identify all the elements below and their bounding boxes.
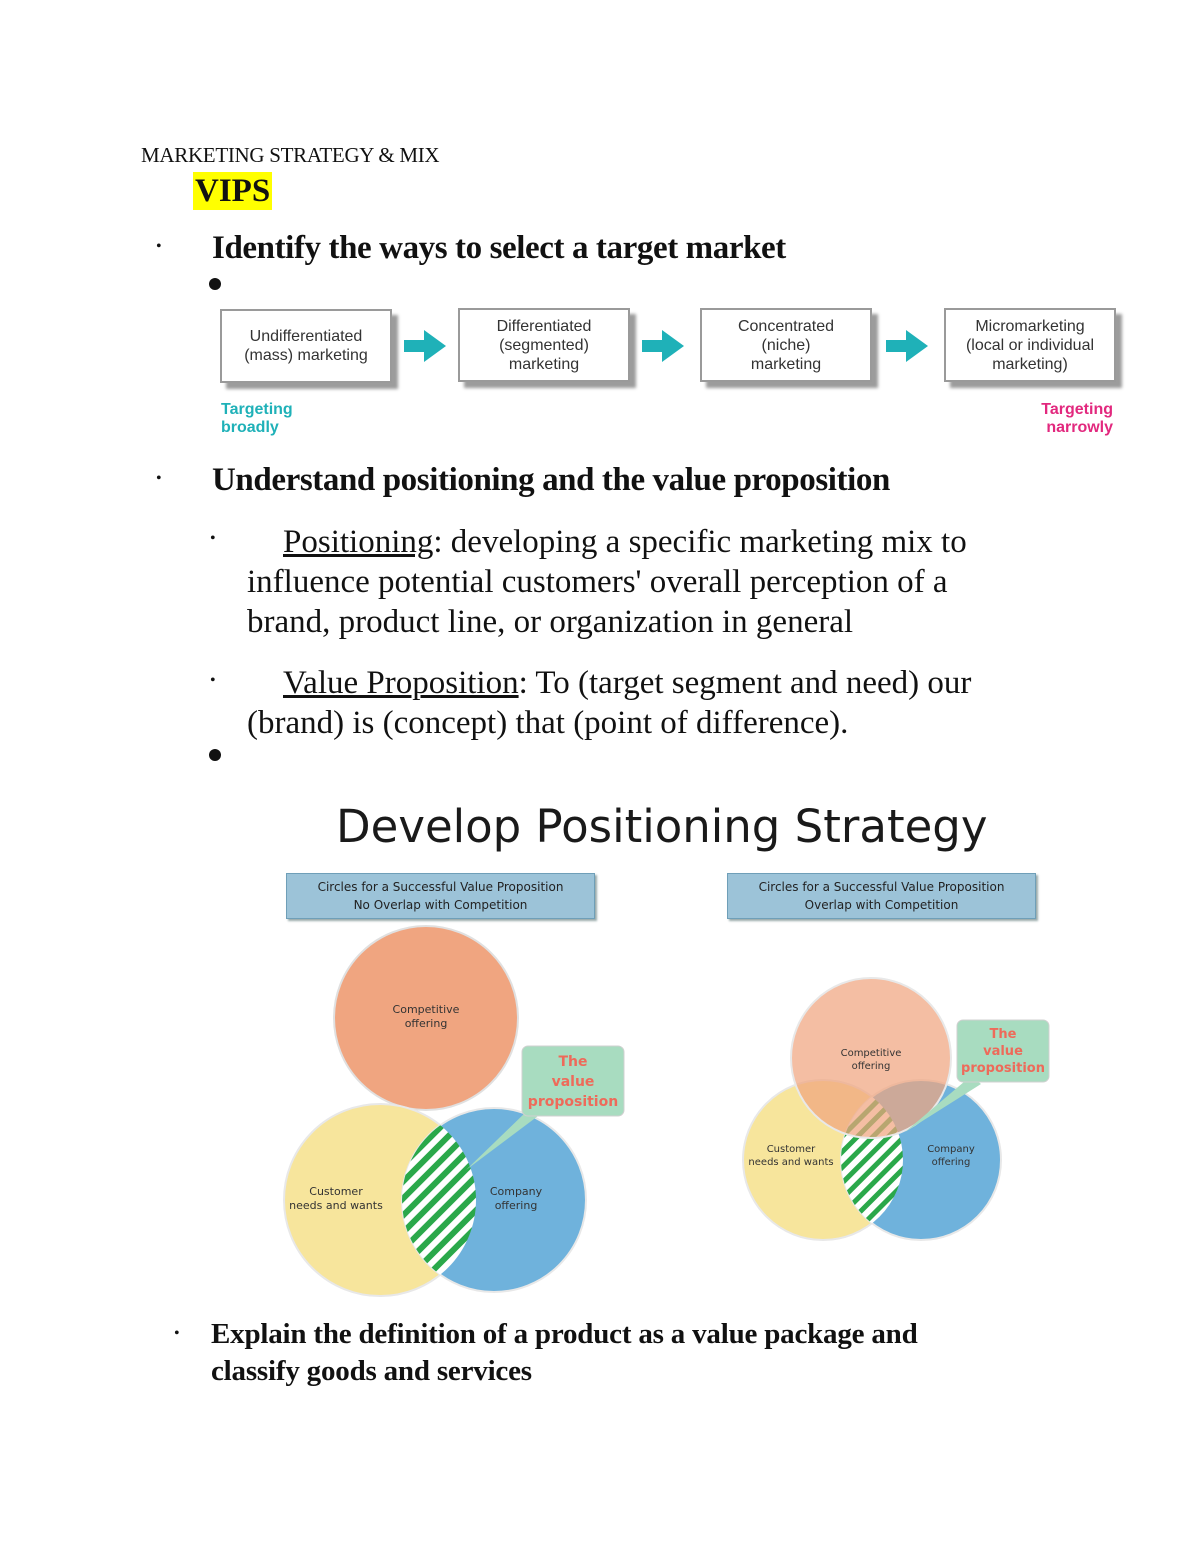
vp-label: The: [989, 1027, 1017, 1042]
vips-highlight: VIPS: [195, 173, 271, 209]
venn-diagram-no-overlap: [270, 920, 640, 1300]
flow-box-undifferentiated: Undifferentiated (mass) marketing: [220, 309, 392, 383]
empty-bullet: [209, 278, 221, 290]
heading-product: Explain the definition of a product as a value package and classify goods and services: [211, 1318, 918, 1387]
heading-target-market: Identify the ways to select a target market: [212, 230, 786, 266]
customer-label: Customer: [766, 1144, 816, 1155]
company-label: Company: [489, 1185, 543, 1198]
label-targeting-narrowly: Targeting narrowly: [1041, 401, 1113, 436]
company-label-line2: offering: [931, 1157, 971, 1168]
vp-label-line2: value: [983, 1044, 1023, 1059]
company-label: Company: [927, 1144, 975, 1155]
company-label-line2: offering: [494, 1199, 538, 1212]
bullet: •: [156, 238, 162, 255]
heading-positioning: Understand positioning and the value proposition: [212, 462, 890, 498]
competitive-label-line2: offering: [851, 1061, 891, 1072]
arrow-right-icon: [640, 328, 686, 364]
bullet: •: [210, 530, 216, 547]
flow-box-concentrated: Concentrated (niche) marketing: [700, 308, 872, 382]
competitive-label: Competitive: [392, 1003, 460, 1016]
arrow-right-icon: [402, 328, 448, 364]
customer-label: Customer: [309, 1185, 363, 1198]
bullet: •: [174, 1325, 180, 1342]
venn-diagram-overlap: [735, 960, 1065, 1250]
flow-box-micromarketing: Micromarketing (local or individual marketing): [944, 308, 1116, 382]
positioning-strategy-title: Develop Positioning Strategy: [336, 800, 988, 853]
flow-box-differentiated: Differentiated (segmented) marketing: [458, 308, 630, 382]
label-targeting-broadly: Targeting broadly: [221, 401, 293, 436]
vp-label: The: [558, 1054, 588, 1070]
document-title: MARKETING STRATEGY & MIX: [141, 143, 440, 167]
customer-label-line2: needs and wants: [289, 1199, 383, 1212]
arrow-right-icon: [884, 328, 930, 364]
empty-bullet: [209, 749, 221, 761]
competitive-label: Competitive: [840, 1048, 902, 1059]
vp-label-line2: value: [551, 1074, 595, 1090]
value-proposition-definition: Value Proposition: To (target segment and need) our (brand) is (concept) that (point of difference).: [247, 665, 972, 741]
vp-label-line3: proposition: [527, 1094, 619, 1110]
venn-header-overlap: Circles for a Successful Value Proposition Overlap with Competition: [727, 873, 1036, 919]
customer-label-line2: needs and wants: [748, 1157, 834, 1168]
bullet: •: [156, 470, 162, 487]
competitive-label-line2: offering: [404, 1017, 448, 1030]
bullet: •: [210, 672, 216, 689]
venn-header-no-overlap: Circles for a Successful Value Proposition No Overlap with Competition: [286, 873, 595, 919]
positioning-definition: Positioning: developing a specific marketing mix to influence potential customers' overall perception of a brand, product line, or organization in general: [247, 524, 967, 640]
vp-label-line3: proposition: [961, 1061, 1045, 1076]
